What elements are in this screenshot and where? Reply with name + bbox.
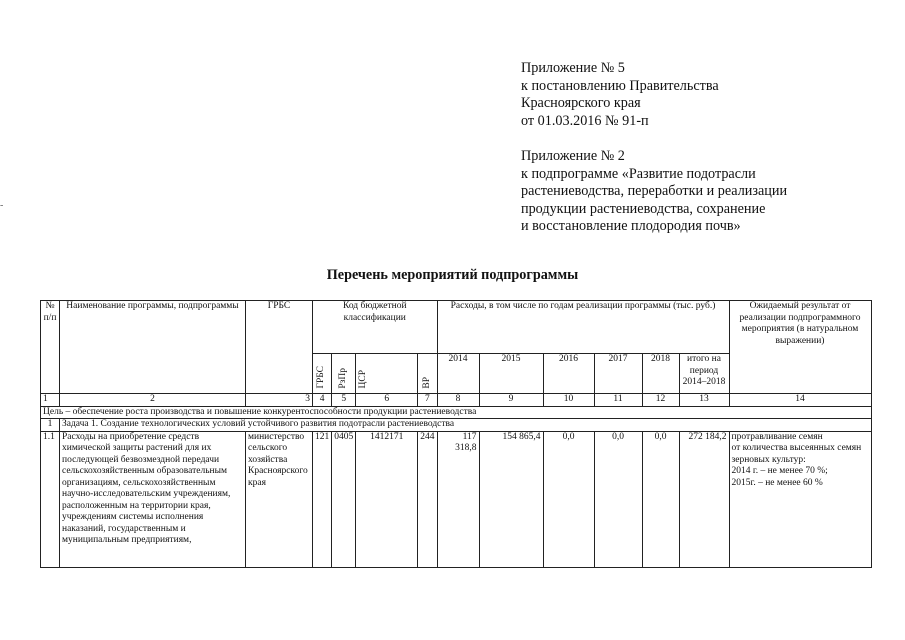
column-number: 12 [642, 394, 679, 407]
header-year-2014: 2014 [437, 354, 479, 394]
row-number: 1.1 [41, 431, 60, 567]
column-number: 7 [418, 394, 437, 407]
appendix-2-line: Приложение № 2 [521, 148, 625, 164]
column-number: 14 [729, 394, 871, 407]
row-rzpr: 0405 [332, 431, 356, 567]
header-year-2015: 2015 [479, 354, 543, 394]
row-csr: 1412171 [356, 431, 418, 567]
appendix-2-line: и восстановление плодородия почв» [521, 218, 741, 234]
header-name: Наименование программы, подпрограммы [60, 301, 246, 394]
header-year-2016: 2016 [543, 354, 594, 394]
task-text: Задача 1. Создание технологических условий устойчивого развития подотрасли растениеводства [60, 419, 872, 432]
appendix-5-line: Красноярского края [521, 95, 641, 111]
goal-text: Цель – обеспечение роста производства и повышение конкурентоспособности продукции растениеводства [41, 406, 872, 419]
row-2016: 0,0 [543, 431, 594, 567]
appendix-5-line: от 01.03.2016 № 91-п [521, 112, 649, 129]
task-number: 1 [41, 419, 60, 432]
header-num: № п/п [41, 301, 60, 394]
appendix-2-line: растениеводства, переработки и реализации [521, 183, 788, 199]
column-number: 6 [356, 394, 418, 407]
row-grbs: министерство сельского хозяйства Красноярского края [246, 431, 313, 567]
row-2015: 154 865,4 [479, 431, 543, 567]
header-row-top [41, 301, 872, 354]
header-grbs-code: ГРБС [316, 365, 327, 389]
column-number-row [41, 394, 872, 407]
header-grbs: ГРБС [246, 301, 313, 394]
column-number: 9 [479, 394, 543, 407]
row-result-line: 2015г. – не менее 60 % [731, 477, 823, 488]
column-number: 1 [41, 394, 60, 407]
page-edge-mark: - [0, 200, 4, 211]
column-number: 8 [437, 394, 479, 407]
header-grbs-code-cell [313, 354, 332, 394]
appendix-2-line: продукции растениеводства, сохранение [521, 200, 766, 217]
measures-table [40, 300, 872, 568]
row-result-line: 2014 г. – не менее 70 %; [731, 466, 828, 476]
document-title: Перечень мероприятий подпрограммы [326, 267, 579, 283]
appendix-5-line: Приложение № 5 [521, 60, 625, 76]
column-number: 11 [594, 394, 642, 407]
header-total: итого на период 2014–2018 [679, 354, 729, 394]
header-rzpr: РзПр [338, 367, 348, 389]
appendix-5-header [521, 60, 719, 130]
appendix-5-line: к постановлению Правительства [521, 77, 719, 94]
row-2014: 117 318,8 [437, 431, 479, 567]
row-result-line: протравливание семян [731, 431, 823, 442]
appendix-2-header [521, 148, 787, 236]
row-result [729, 431, 871, 567]
appendix-2-line: к подпрограмме «Развитие подотрасли [521, 165, 756, 182]
header-year-2017: 2017 [594, 354, 642, 394]
row-total: 272 184,2 [679, 431, 729, 567]
header-budget-code: Код бюджетной классификации [313, 301, 438, 354]
table-row [41, 431, 872, 567]
column-number: 4 [313, 394, 332, 407]
column-number: 13 [679, 394, 729, 407]
row-vr: 244 [418, 431, 437, 567]
header-csr: ЦСР [358, 370, 369, 389]
header-rzpr-cell [332, 354, 356, 394]
column-number: 5 [332, 394, 356, 407]
row-grbs-code: 121 [313, 431, 332, 567]
goal-row [41, 406, 872, 419]
header-vr: ВР [421, 376, 432, 389]
row-2018: 0,0 [642, 431, 679, 567]
row-2017: 0,0 [594, 431, 642, 567]
column-number: 3 [246, 394, 313, 407]
column-number: 10 [543, 394, 594, 407]
header-year-2018: 2018 [642, 354, 679, 394]
header-result: Ожидаемый результат от реализации подпрограммного мероприятия (в натуральном выражении) [729, 301, 871, 394]
task-row [41, 419, 872, 432]
header-csr-cell [356, 354, 418, 394]
header-expenses: Расходы, в том числе по годам реализации программы (тыс. руб.) [437, 301, 729, 354]
header-vr-cell [418, 354, 437, 394]
row-name: Расходы на приобретение средств химической защиты растений для их последующей безвозмездной передачи сельскохозяйственным образовательным организациям, сельскохозяйственным научно-исследовательским учреждениям, расположенным на территории края, учреждениям системы исполнения наказаний, государственным и муниципальным предприятиям, [60, 431, 246, 567]
row-result-line: от количества высеянных семян зерновых культур: [731, 443, 862, 465]
column-number: 2 [60, 394, 246, 407]
